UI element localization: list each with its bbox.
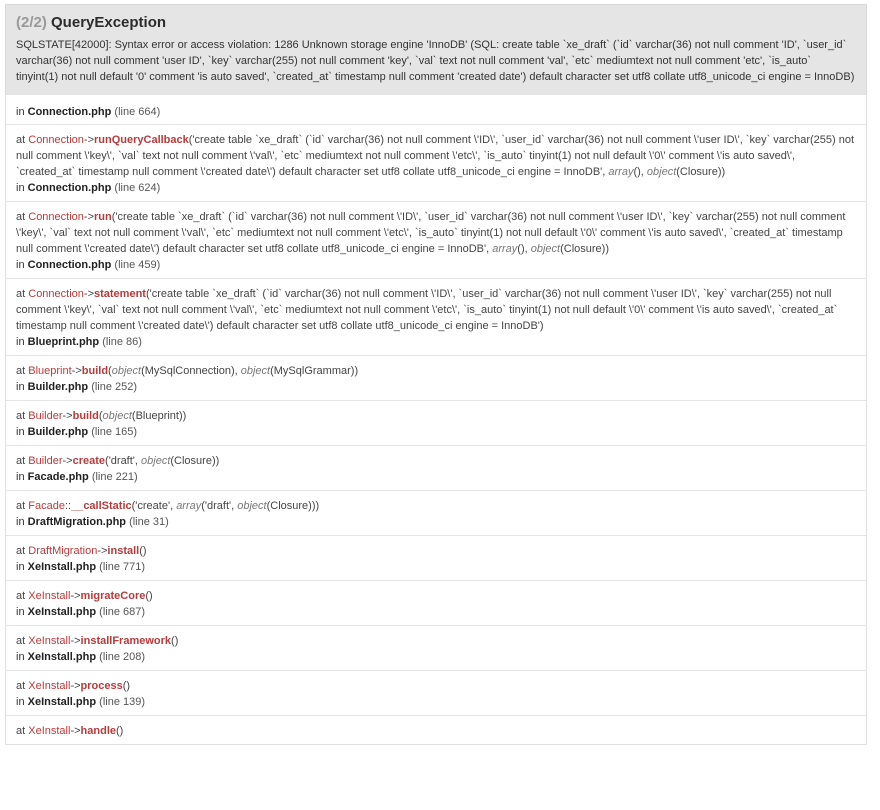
in-label: in (16, 106, 25, 118)
trace-frame (6, 400, 866, 445)
frame-location (16, 334, 856, 350)
in-label: in (16, 182, 25, 194)
frame-function: process (80, 680, 123, 692)
frame-arg-type: object (102, 410, 132, 422)
frame-arrow: -> (70, 590, 81, 602)
frame-line: (line 165) (91, 426, 138, 438)
frame-arg-type: array (608, 166, 634, 178)
at-label: at (16, 365, 26, 377)
frame-arrow: -> (62, 455, 73, 467)
frame-class: Facade (28, 500, 65, 512)
trace-frame-origin (6, 94, 866, 124)
frame-close-paren: ) (354, 365, 359, 377)
frame-file: XeInstall.php (27, 651, 97, 663)
frame-open-paren: ( (111, 211, 116, 223)
frame-class: XeInstall (28, 725, 71, 737)
exception-page (5, 4, 867, 745)
frame-file: Connection.php (27, 106, 112, 118)
frame-class: DraftMigration (28, 545, 98, 557)
trace-frame (6, 490, 866, 535)
frame-line: (line 459) (114, 259, 161, 271)
frame-arg-type: object (111, 365, 142, 377)
frame-arrow: -> (83, 288, 94, 300)
frame-arg-value: (Closure) (560, 243, 606, 255)
frame-args: 'draft', (108, 455, 142, 467)
frame-arg-value: (MySqlGrammar) (270, 365, 355, 377)
frame-file: Builder.php (27, 426, 89, 438)
frame-args: 'create table `xe_draft` (`id` varchar(36) not null comment \'ID\', `user_id` varchar(36) not null comment \'user ID\', `key` varchar(255) not null comment \'key\', `val` text not null comment \'val\', `etc` mediumtext not null comment \'etc\', `is_auto` tinyint(1) not null default \'0\' comment \'is auto saved\', `created_at` timestamp null comment \'created date\') default character set utf8 collate utf8_unicode_ci engine = InnoDB', (16, 134, 855, 178)
in-label: in (16, 426, 25, 438)
trace-frame (6, 535, 866, 580)
frame-arg-value: (), (633, 166, 647, 178)
in-label: in (16, 259, 25, 271)
frame-line: (line 664) (114, 106, 161, 118)
frame-open-paren: ( (122, 680, 127, 692)
frame-line: (line 687) (99, 606, 146, 618)
frame-arg-type: object (240, 365, 271, 377)
frame-close-paren: ) (215, 455, 220, 467)
frame-class: XeInstall (28, 680, 71, 692)
in-label: in (16, 381, 25, 393)
trace-frame (6, 278, 866, 355)
frame-arrow: -> (70, 680, 81, 692)
frame-location (16, 559, 856, 575)
frame-function: build (81, 365, 109, 377)
frame-function: statement (94, 288, 146, 300)
frame-close-paren: ) (119, 725, 124, 737)
frame-arrow: -> (83, 134, 94, 146)
frame-location (16, 694, 856, 710)
exception-message: SQLSTATE[42000]: Syntax error or access violation: 1286 Unknown storage engine 'InnoDB' (SQL: create table `xe_draft` (`id` varchar(36) not null comment 'ID', `user_id` varchar(36) not null comment 'user ID', `key` varchar(255) not null comment 'key', `val` text not null comment 'val', `etc` mediumtext not null comment 'etc', `is_auto` tinyint(1) not null default '0' comment 'is auto saved', `created_at` timestamp null comment 'created date') default character set utf8 collate utf8_unicode_ci engine = InnoDB) (16, 39, 855, 83)
frame-file: Connection.php (27, 182, 112, 194)
trace-frame (6, 715, 866, 744)
frame-open-paren: ( (139, 545, 143, 557)
frame-arrow: -> (97, 545, 108, 557)
frame-location (16, 649, 856, 665)
frame-location (16, 469, 856, 485)
frame-open-paren: ( (105, 455, 109, 467)
frame-location (16, 604, 856, 620)
frame-arg-value: ('draft', (201, 500, 238, 512)
frame-file: DraftMigration.php (27, 516, 127, 528)
frame-args: 'create table `xe_draft` (`id` varchar(36) not null comment \'ID\', `user_id` varchar(36) not null comment \'user ID\', `key` varchar(255) not null comment \'key\', `val` text not null comment \'val\', `etc` mediumtext not null comment \'etc\', `is_auto` tinyint(1) not null default \'0\' comment \'is auto saved\', `created_at` timestamp null comment \'created date\') default character set utf8 collate utf8_unicode_ci engine = InnoDB', (16, 211, 846, 255)
frame-open-paren: ( (145, 590, 150, 602)
frame-function: create (72, 455, 106, 467)
frame-location (16, 180, 856, 196)
frame-call (16, 209, 856, 257)
at-label: at (16, 211, 26, 223)
trace-frame (6, 124, 866, 201)
frame-location (16, 379, 856, 395)
frame-arg-value: (MySqlConnection), (141, 365, 241, 377)
frame-line: (line 221) (91, 471, 138, 483)
frame-line: (line 771) (99, 561, 146, 573)
frame-file: XeInstall.php (27, 696, 97, 708)
in-label: in (16, 471, 25, 483)
frame-open-paren: ( (131, 500, 136, 512)
frame-call (16, 132, 856, 180)
frame-call (16, 588, 856, 604)
frame-class: XeInstall (28, 590, 71, 602)
frame-function: migrateCore (80, 590, 146, 602)
frame-arg-value: (Closure) (170, 455, 216, 467)
exception-count: (2/2) (16, 14, 47, 31)
frame-arg-type: object (141, 455, 171, 467)
frame-close-paren: ) (149, 590, 153, 602)
at-label: at (16, 590, 26, 602)
frame-file: XeInstall.php (27, 606, 97, 618)
frame-function: install (107, 545, 140, 557)
frame-line: (line 86) (102, 336, 142, 348)
frame-close-paren: ) (605, 243, 610, 255)
at-label: at (16, 725, 26, 737)
frame-close-paren: ) (142, 545, 147, 557)
frame-line: (line 208) (99, 651, 146, 663)
at-label: at (16, 134, 26, 146)
frame-arrow: -> (83, 211, 94, 223)
frame-args: 'create table `xe_draft` (`id` varchar(36) not null comment \'ID\', `user_id` varchar(36) not null comment \'user ID\', `key` varchar(255) not null comment \'key\', `val` text not null comment \'val\', `etc` mediumtext not null comment \'etc\', `is_auto` tinyint(1) not null default \'0\' comment \'is auto saved\', `created_at` timestamp null comment \'created date\') default character set utf8 collate utf8_unicode_ci engine = InnoDB' (16, 288, 838, 332)
frame-line: (line 624) (114, 182, 161, 194)
frame-arg-type: array (176, 500, 202, 512)
frame-line: (line 31) (129, 516, 169, 528)
frame-function: run (94, 211, 112, 223)
trace-frame (6, 355, 866, 400)
frame-location (16, 514, 856, 530)
frame-close-paren: ) (182, 410, 187, 422)
frame-call (16, 543, 856, 559)
trace-frame (6, 580, 866, 625)
in-label: in (16, 336, 25, 348)
frame-call (16, 408, 856, 424)
frame-function: __callStatic (71, 500, 132, 512)
trace-frame (6, 445, 866, 490)
frame-close-paren: ) (174, 635, 179, 647)
at-label: at (16, 500, 26, 512)
frame-class: Builder (28, 410, 63, 422)
frame-arrow: -> (70, 635, 81, 647)
frame-open-paren: ( (145, 288, 150, 300)
frame-arrow: -> (62, 410, 73, 422)
frame-file: Connection.php (27, 259, 112, 271)
frame-file: Blueprint.php (27, 336, 100, 348)
trace-frame (6, 670, 866, 715)
at-label: at (16, 288, 26, 300)
in-label: in (16, 516, 25, 528)
frame-close-paren: ) (315, 500, 320, 512)
stack-trace (5, 94, 867, 745)
frame-line: (line 139) (99, 696, 146, 708)
in-label: in (16, 696, 25, 708)
frame-arg-type: array (492, 243, 518, 255)
frame-call (16, 363, 856, 379)
frame-call (16, 723, 856, 739)
frame-location (16, 424, 856, 440)
exception-header (5, 4, 867, 94)
exception-class: QueryException (51, 14, 167, 31)
at-label: at (16, 545, 26, 557)
frame-open-paren: ( (116, 725, 120, 737)
frame-function: runQueryCallback (94, 134, 189, 146)
frame-class: Connection (28, 211, 84, 223)
frame-line: (line 252) (91, 381, 138, 393)
frame-close-paren: ) (126, 680, 131, 692)
frame-args: 'create', (135, 500, 177, 512)
frame-arg-type: object (646, 166, 677, 178)
frame-call (16, 453, 856, 469)
at-label: at (16, 635, 26, 647)
frame-call (16, 633, 856, 649)
frame-arg-value: (Blueprint) (131, 410, 183, 422)
frame-file: XeInstall.php (27, 561, 97, 573)
frame-arg-value: (Closure) (676, 166, 722, 178)
frame-function: handle (80, 725, 116, 737)
frame-call (16, 678, 856, 694)
frame-open-paren: ( (108, 365, 112, 377)
at-label: at (16, 455, 26, 467)
frame-class: Builder (28, 455, 63, 467)
at-label: at (16, 680, 26, 692)
frame-arrow: -> (71, 365, 82, 377)
frame-arg-value: (Closure)) (266, 500, 316, 512)
frame-arrow: :: (64, 500, 72, 512)
frame-arg-value: (), (517, 243, 531, 255)
frame-close-paren: ) (721, 166, 726, 178)
frame-file: Facade.php (27, 471, 89, 483)
frame-file: Builder.php (27, 381, 89, 393)
exception-title (16, 14, 856, 31)
frame-location (16, 257, 856, 273)
frame-arg-type: object (530, 243, 561, 255)
at-label: at (16, 410, 26, 422)
trace-frame (6, 201, 866, 278)
frame-class: XeInstall (28, 635, 71, 647)
frame-open-paren: ( (98, 410, 103, 422)
frame-function: build (72, 410, 99, 422)
frame-close-paren: ) (539, 320, 544, 332)
in-label: in (16, 651, 25, 663)
trace-frame (6, 625, 866, 670)
frame-open-paren: ( (171, 635, 175, 647)
in-label: in (16, 561, 25, 573)
frame-function: installFramework (80, 635, 172, 647)
frame-class: Blueprint (28, 365, 72, 377)
frame-call (16, 498, 856, 514)
frame-arrow: -> (70, 725, 81, 737)
frame-class: Connection (28, 288, 84, 300)
frame-open-paren: ( (188, 134, 193, 146)
frame-class: Connection (28, 134, 84, 146)
in-label: in (16, 606, 25, 618)
frame-call (16, 286, 856, 334)
frame-arg-type: object (237, 500, 267, 512)
